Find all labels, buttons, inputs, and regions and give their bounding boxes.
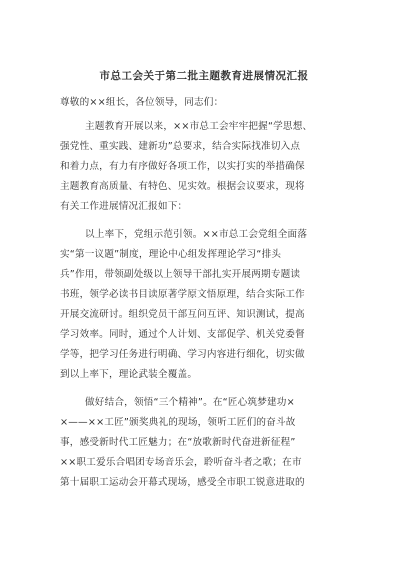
paragraph-line: 实“第一议题”制度，理论中心组发挥理论学习“排头 (60, 249, 282, 260)
paragraph-line: 兵”作用，带领副处级以上领导干部扎实开展两期专题读 (60, 269, 301, 280)
paragraph-line: 主题教育高质量、有特色、见实效。根据会议要求，现将 (60, 181, 305, 192)
paragraph-line: 到以上率下，理论武装全覆盖。 (60, 369, 198, 380)
salutation: 尊敬的××组长，各位领导，同志们： (60, 97, 224, 108)
paragraph-line: 有关工作进展情况汇报如下： (60, 201, 188, 212)
paragraph-line: 强党性、重实践、建新功”总要求，结合实际找准切入点 (60, 141, 301, 152)
paragraph-line: 做好结合，领悟“三个精神”。在“匠心筑梦建功× (85, 397, 295, 408)
paragraph-line: ×——××工匠”颁奖典礼的现场，领听工匠们的奋斗故 (60, 417, 296, 428)
paragraph-line: 主题教育开展以来，××市总工会牢牢把握“学思想、 (85, 121, 313, 132)
document-title: 市总工会关于第二批主题教育进展情况汇报 (99, 70, 309, 82)
paragraph-line: ××职工爱乐合唱团专场音乐会，聆听奋斗者之歌；在市 (60, 457, 302, 468)
paragraph-line: 学等，把学习任务进行明确、学习内容进行细化，切实做 (60, 349, 305, 360)
paragraph-line: 和着力点，有力有序做好各项工作，以实打实的举措确保 (60, 161, 305, 172)
paragraph-line: 书班，领学必读书目读原著学原文悟原理，结合实际工作 (60, 289, 305, 300)
paragraph-line: 第十届职工运动会开幕式现场，感受全市职工锐意进取的 (60, 477, 305, 488)
paragraph-line: 以上率下，党组示范引领。××市总工会党组全面落 (85, 229, 308, 240)
paragraph-line: 开展交流研讨。组织党员干部互问互评、知识测试，提高 (60, 309, 305, 320)
paragraph-line: 学习效率。同时，通过个人计划、支部促学、机关党委督 (60, 329, 305, 340)
paragraph-line: 事，感受新时代工匠魅力；在“放歌新时代奋进新征程” (60, 437, 296, 448)
